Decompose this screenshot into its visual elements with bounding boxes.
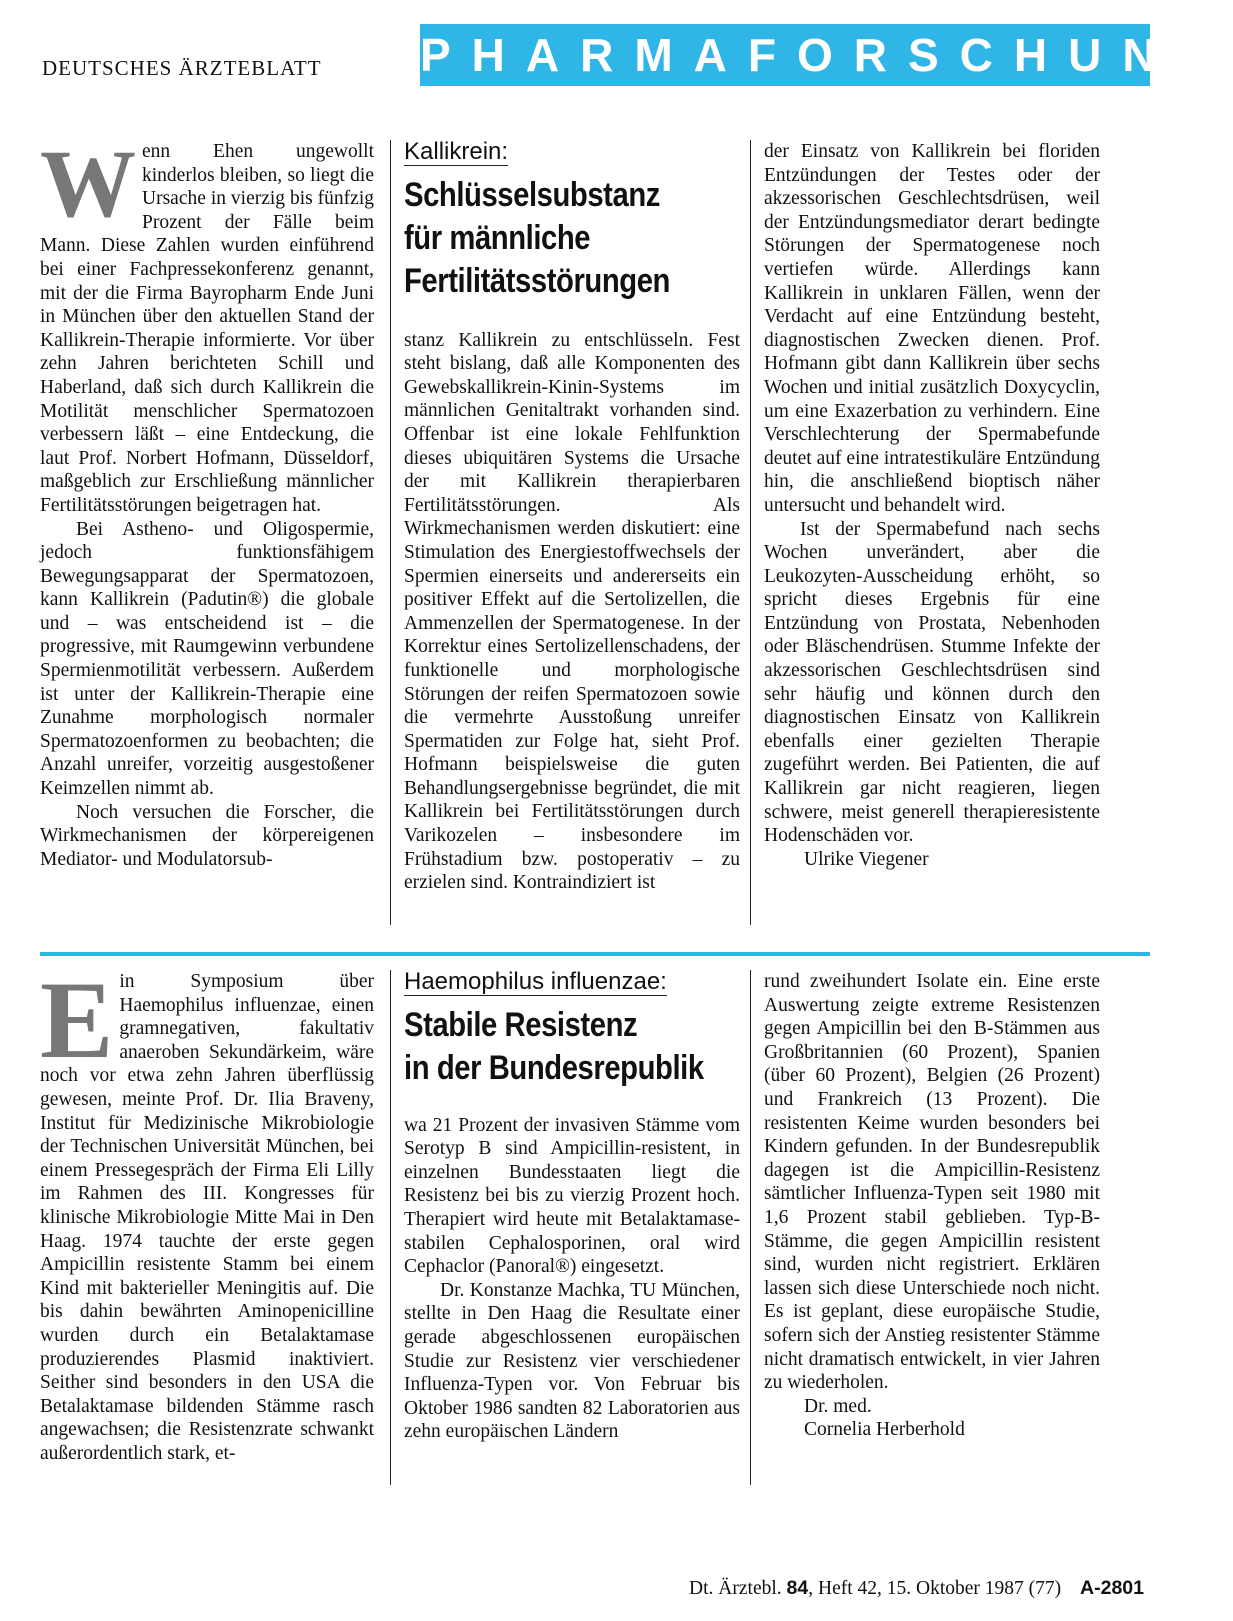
column-divider [750, 140, 751, 925]
article1-column-3 [764, 140, 1100, 871]
journal-name: DEUTSCHES ÄRZTEBLATT [42, 56, 322, 80]
column-divider [750, 970, 751, 1485]
paragraph: der Einsatz von Kallikrein bei floriden Entzündungen der Testes oder der akzessorischen Geschlechtsdrüsen, weil der Entzündungsmediator derart bedingte Störungen der Spermatogenese noch vertiefen würde. Allerdings kann Kallikrein in unklaren Fällen, wenn der Verdacht auf eine Entzündung besteht, diagnostischen Zwecken dienen. Prof. Hofmann gibt dann Kallikrein über sechs Wochen und initial zusätzlich Doxycyclin, um eine Exazerbation zu verhindern. Eine Verschlechterung der Spermabefunde deutet auf eine intratestikuläre Entzündung hin, die anschließend bioptisch näher untersucht und behandelt wird. [764, 141, 1100, 516]
article-kicker: Haemophilus influenzae: [404, 968, 667, 995]
article2-column-2 [404, 970, 740, 1444]
dropcap-w: W [40, 130, 136, 237]
paragraph: Bei Astheno- und Oligospermie, jedoch funktionsfähigem Bewegungsapparat der Spermatozoen, kann Kallikrein (Padutin®) die globale und – was entscheidend ist – die progressive, mit Raumgewinn verbundene Spermienmotilität verbessern. Außerdem ist unter der Kallikrein-Therapie eine Zunahme morphologisch normaler Spermatozoenformen zu beobachten; die Anzahl unreifer, vorzeitig ausgestoßener Keimzellen nimmt ab. [40, 518, 374, 800]
section-banner: PHARMAFORSCHUNG [420, 24, 1150, 86]
page-footer [689, 1577, 1144, 1600]
article-kicker: Kallikrein: [404, 138, 509, 165]
author-title: Dr. med. [804, 1395, 872, 1417]
paragraph: Ist der Spermabefund nach sechs Wochen unverändert, aber die Leukozyten-Ausscheidung erhöht, so spricht dieses Ergebnis für eine Entzündung von Prostata, Nebenhoden oder Bläschendrüsen. Stumme Infekte der akzessorischen Geschlechtsdrüsen sind sehr häufig und können durch den diagnostischen Einsatz von Kallikrein ebenfalls einer gezielten Therapie zugeführt werden. Bei Patienten, die auf Kallikrein gar nicht reagieren, liegen schwere, meist generell therapieresistente Hodenschäden vor. [764, 518, 1100, 847]
dropcap-e: E [40, 959, 114, 1081]
citation-volume: 84 [786, 1577, 809, 1599]
paragraph: enn Ehen ungewollt kinderlos bleiben, so liegt die Ursache in vierzig bis fünfzig Prozent der Fälle beim Mann. Diese Zahlen wurden einführend bei einer Fachpressekonferenz genannt, mit der die Firma Bayropharm Ende Juni in München über den aktuellen Stand der Kallikrein-Therapie informierte. Vor über zehn Jahren berichteten Schill und Haberland, daß sich durch Kallikrein die Motilität menschlicher Spermatozoen verbessern läßt – eine Entdeckung, die laut Prof. Norbert Hofmann, Düsseldorf, maßgeblich zur Erschließung männlicher Fertilitätsstörungen beigetragen hat. [40, 141, 374, 516]
paragraph: stanz Kallikrein zu entschlüsseln. Fest steht bislang, daß alle Komponenten des Gewebskallikrein-Kinin-Systems im männlichen Genitaltrakt vorhanden sind. Offenbar ist eine lokale Fehlfunktion dieses ubiquitären Systems die Ursache der mit Kallikrein therapierbaren Fertilitätsstörungen. Als Wirkmechanismen werden diskutiert: eine Stimulation des Energiestoffwechsels der Spermien einerseits und andererseits ein positiver Effekt auf die Sertolizellen, die Ammenzellen der Spermatogenese. In der Korrektur eines Sertolizellenschadens, der funktionelle und morphologische Störungen der reifen Spermatozoen sowie die vermehrte Ausstoßung unreifer Spermatiden zur Folge hat, sieht Prof. Hofmann beispielsweise die guten Behandlungsergebnisse begründet, die mit Kallikrein bei Fertilitätsstörungen durch Varikozelen – insbesondere im Frühstadium bzw. postoperativ – zu erzielen sind. Kontraindiziert ist [404, 329, 740, 894]
paragraph: in Symposium über Haemophilus influenzae, einen gramnegativen, fakultativ anaeroben Sekundärkeim, wäre noch vor etwa zehn Jahren überflüssig gewesen, meinte Prof. Dr. Ilia Braveny, Institut für Medizinische Mikrobiologie der Technischen Universität München, bei einem Pressegespräch der Firma Eli Lilly im Rahmen des III. Kongresses für klinische Mikrobiologie Mitte Mai in Den Haag. 1974 tauchte der erste gegen Ampicillin resistente Stamm bei einem Kind mit bakterieller Meningitis auf. Die bis dahin bewährten Aminopenicilline wurden durch ein Betalaktamase produzierendes Plasmid inaktiviert. Seither sind besonders in den USA die Betalaktamase bildenden Stämme rasch angewachsen; die Resistenzrate schwankt außerordentlich stark, et- [40, 971, 374, 1464]
citation-suffix: , Heft 42, 15. Oktober 1987 (77) [808, 1578, 1062, 1599]
article2-column-3 [764, 970, 1100, 1442]
article1-column-1 [40, 130, 374, 871]
page-number: A-2801 [1080, 1577, 1144, 1599]
paragraph: Dr. Konstanze Machka, TU München, stellte in Den Haag die Resultate einer gerade abgeschlossenen europäischen Studie zur Resistenz vier verschiedener Influenza-Typen vor. Von Februar bis Oktober 1986 sandten 82 Laboratorien aus zehn europäischen Ländern [404, 1279, 740, 1443]
author-byline: Ulrike Viegener [804, 848, 929, 870]
section-divider [40, 952, 1150, 956]
paragraph: wa 21 Prozent der invasiven Stämme vom Serotyp B sind Ampicillin-resistent, in einzelnen Bundesstaaten liegt die Resistenz bei bis zu vierzig Prozent hoch. Therapiert wird heute mit Betalaktamase-stabilen Cephalosporinen, oral wird Cephaclor (Panoral®) eingesetzt. [404, 1114, 740, 1278]
citation-prefix: Dt. Ärztebl. [689, 1578, 782, 1599]
column-divider [390, 970, 391, 1485]
article-headline: Schlüsselsubstanz für männliche Fertilitätsstörungen [404, 175, 670, 300]
article1-column-2 [404, 140, 740, 895]
column-divider [390, 140, 391, 925]
article-headline: Stabile Resistenz in der Bundesrepublik [404, 1005, 704, 1087]
paragraph: Noch versuchen die Forscher, die Wirkmechanismen der körpereigenen Mediator- und Modulatorsub- [40, 801, 374, 870]
paragraph: rund zweihundert Isolate ein. Eine erste Auswertung zeigte extreme Resistenzen gegen Ampicillin bei den B-Stämmen aus Großbritannien (60 Prozent), Spanien (über 60 Prozent), Belgien (26 Prozent) und Frankreich (13 Prozent). Die resistenten Keime wurden besonders bei Kindern gefunden. In der Bundesrepublik dagegen ist die Ampicillin-Resistenz sämtlicher Influenza-Typen seit 1980 mit 1,6 Prozent stabil geblieben. Typ-B-Stämme, die gegen Ampicillin resistent sind, wurden nicht registriert. Erklären lassen sich diese Unterschiede noch nicht. Es ist geplant, diese europäische Studie, sofern sich der Anstieg resistenter Stämme nicht dramatisch entwickelt, in vier Jahren zu wiederholen. [764, 971, 1100, 1394]
author-byline: Cornelia Herberhold [804, 1419, 965, 1441]
article2-column-1 [40, 959, 374, 1465]
